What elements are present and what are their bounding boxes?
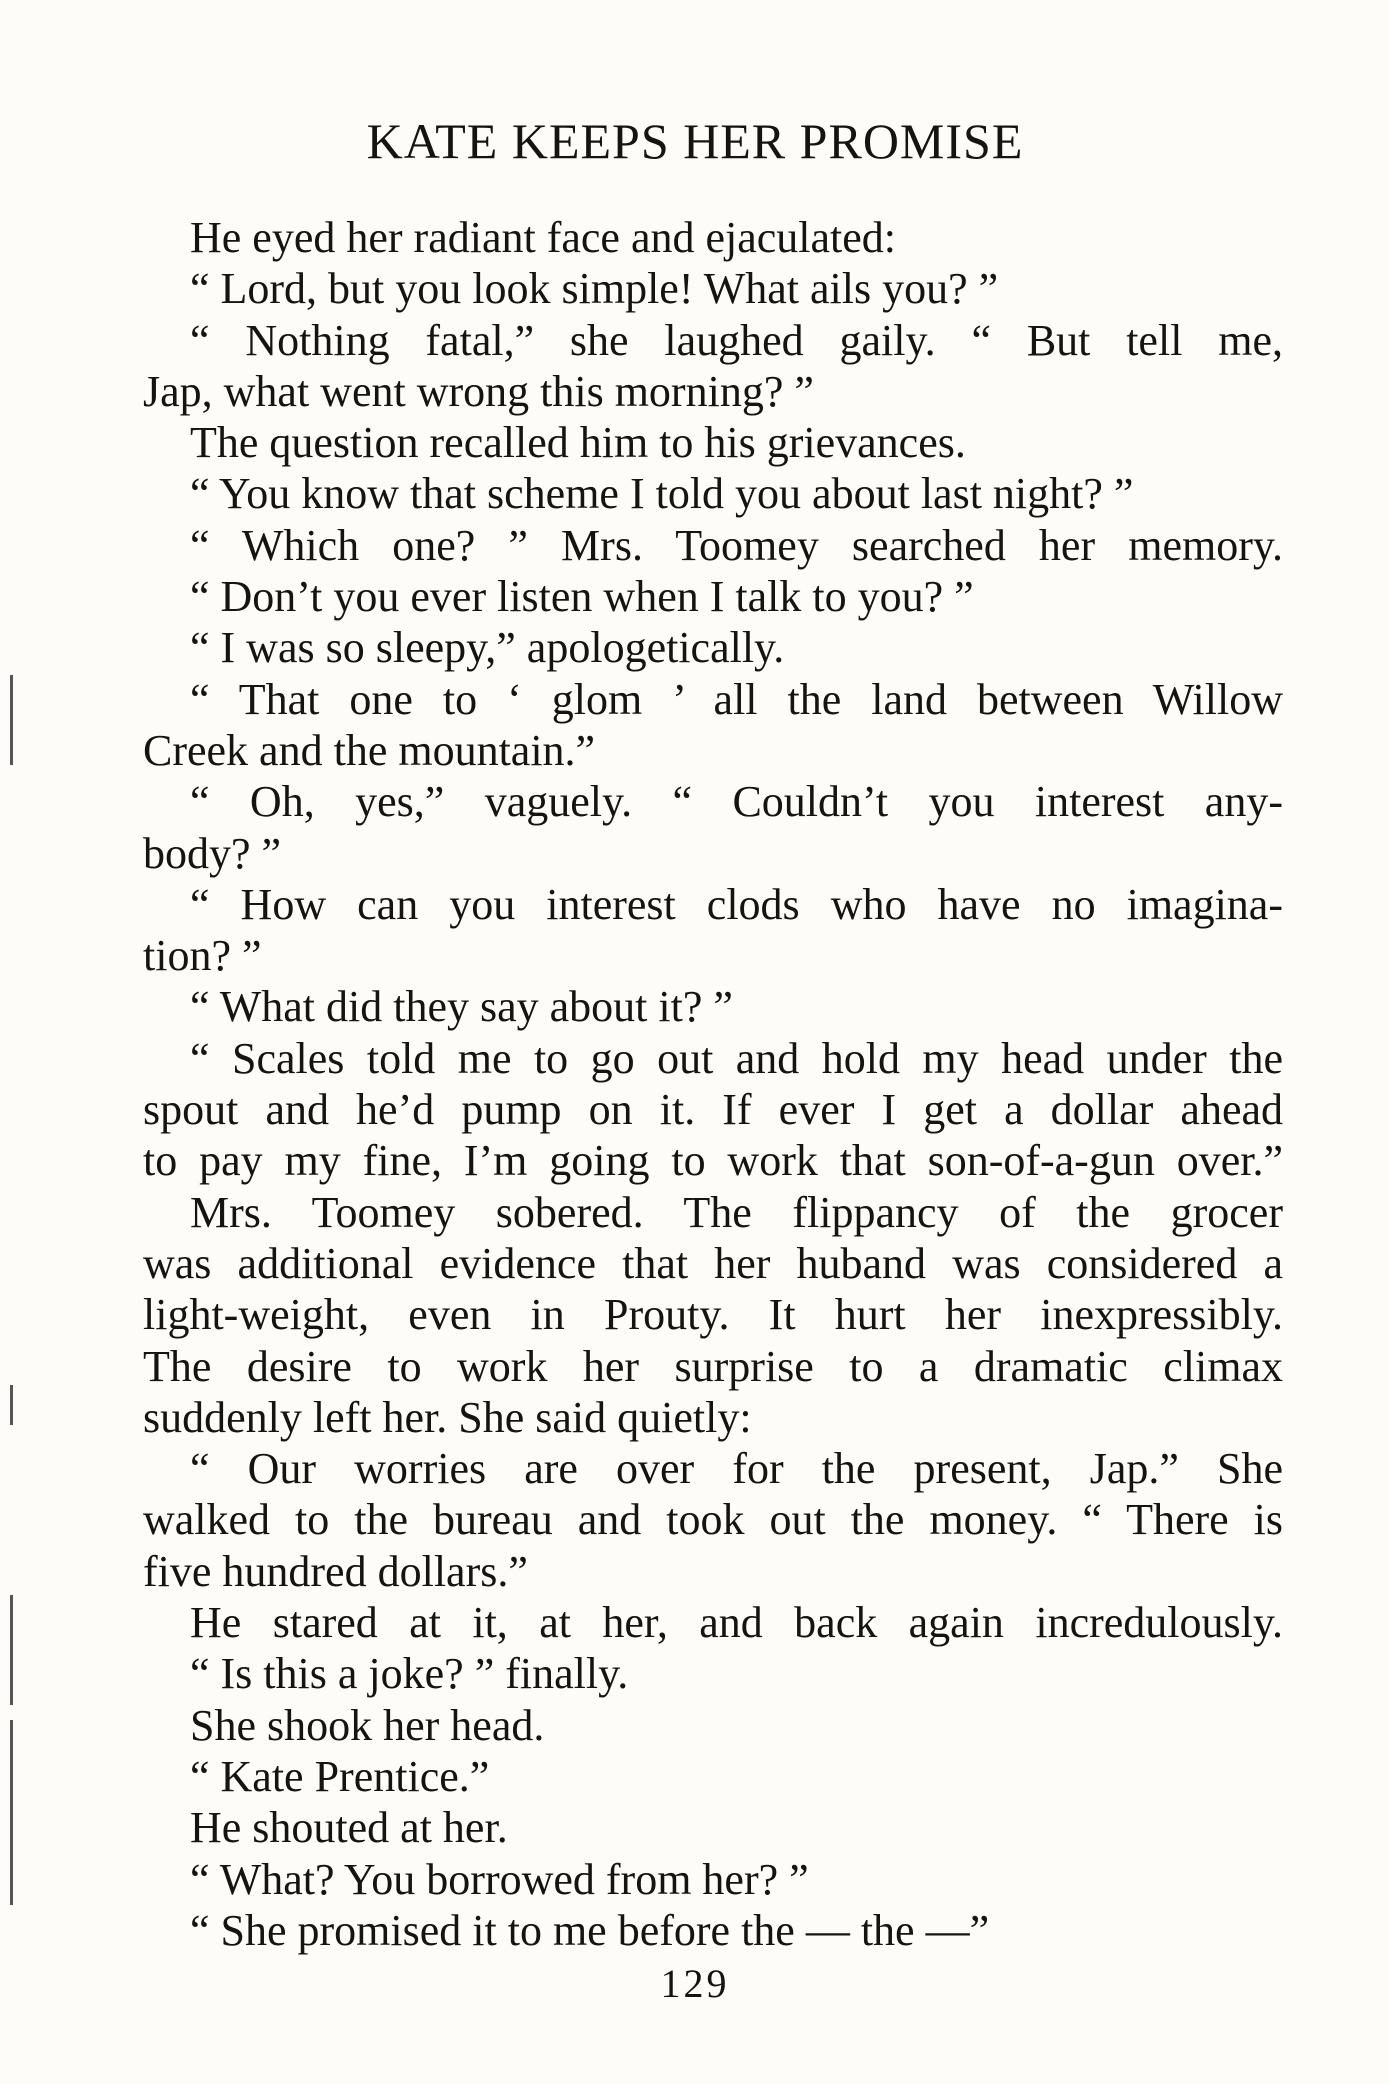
text-line: “ Lord, but you look simple! What ails you? ” — [190, 264, 999, 314]
running-header: KATE KEEPS HER PROMISE — [366, 113, 1024, 169]
text-line: spout and he’d pump on it. If ever I get a dollar ahead — [143, 1085, 1283, 1135]
text-line: “ Which one? ” Mrs. Toomey searched her memory. — [190, 520, 1283, 570]
page-number: 129 — [660, 1961, 730, 2006]
text-line: light-weight, even in Prouty. It hurt her inexpressibly. — [143, 1290, 1283, 1340]
text-line: suddenly left her. She said quietly: — [143, 1392, 752, 1442]
text-line: tion? ” — [143, 931, 262, 981]
text-line: The desire to work her surprise to a dramatic climax — [143, 1341, 1283, 1391]
text-line: “ Our worries are over for the present, Jap.” She — [190, 1444, 1283, 1494]
text-line: “ Scales told me to go out and hold my head under the — [190, 1033, 1283, 1083]
text-line: She shook her head. — [190, 1700, 545, 1750]
text-line: The question recalled him to his grievances. — [190, 418, 966, 468]
text-line: “ That one to ‘ glom ’ all the land between Willow — [190, 674, 1283, 724]
text-line: “ She promised it to me before the — the —” — [190, 1905, 990, 1955]
text-line: to pay my fine, I’m going to work that son-of-a-gun over.” — [143, 1136, 1283, 1186]
text-line: “ What? You borrowed from her? ” — [190, 1854, 809, 1904]
text-line: “ What did they say about it? ” — [190, 982, 733, 1032]
text-line: five hundred dollars.” — [143, 1546, 528, 1596]
text-line: “ Kate Prentice.” — [190, 1751, 490, 1801]
text-line: “ Don’t you ever listen when I talk to you? ” — [190, 572, 974, 622]
text-line: “ Is this a joke? ” finally. — [190, 1649, 629, 1699]
text-line: Jap, what went wrong this morning? ” — [143, 366, 814, 416]
text-line: Mrs. Toomey sobered. The flippancy of the grocer — [190, 1187, 1283, 1237]
text-line: was additional evidence that her huband was considered a — [143, 1238, 1283, 1288]
text-line: He stared at it, at her, and back again incredulously. — [190, 1598, 1283, 1648]
binding-mark — [10, 1720, 13, 1905]
binding-mark — [10, 675, 13, 765]
body-text — [143, 212, 1283, 1956]
text-line: He eyed her radiant face and ejaculated: — [190, 213, 897, 262]
text-line: “ I was so sleepy,” apologetically. — [190, 623, 785, 673]
text-line: body? ” — [143, 828, 282, 878]
text-line: “ Nothing fatal,” she laughed gaily. “ But tell me, — [190, 315, 1283, 365]
binding-mark — [10, 1595, 13, 1705]
text-line: He shouted at her. — [190, 1803, 508, 1853]
text-line: “ How can you interest clods who have no imagina- — [190, 879, 1283, 929]
text-line: Creek and the mountain.” — [143, 725, 596, 775]
text-line: walked to the bureau and took out the money. “ There is — [143, 1495, 1283, 1545]
text-line: “ Oh, yes,” vaguely. “ Couldn’t you interest any- — [190, 777, 1283, 827]
binding-mark — [10, 1385, 13, 1425]
text-line: “ You know that scheme I told you about last night? ” — [190, 469, 1134, 519]
